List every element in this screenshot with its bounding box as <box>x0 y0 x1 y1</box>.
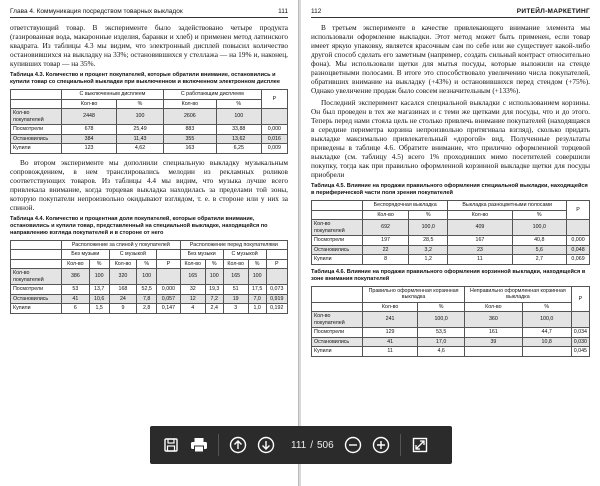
toolbar-divider <box>400 434 401 456</box>
table-row <box>312 347 590 357</box>
table-cell: 52,5 <box>137 285 157 295</box>
table-cell: 100 <box>89 269 109 285</box>
table-cell: 8 <box>363 255 409 265</box>
table-group-header: Беспорядочная выкладка <box>363 201 448 211</box>
table-cell: 1,2 <box>409 255 448 265</box>
table-cell: 100,0 <box>418 312 465 328</box>
table-cell: 9 <box>109 304 137 314</box>
table-cell: 2,4 <box>205 304 223 314</box>
viewer-toolbar <box>150 426 452 464</box>
table-row <box>11 144 288 154</box>
table-cell: 168 <box>109 285 137 295</box>
table-cell: 2,8 <box>137 304 157 314</box>
row-label: Купили <box>312 347 363 357</box>
zoom-in-button[interactable] <box>370 434 392 456</box>
table-subgroup-header: Без музыки <box>62 250 110 260</box>
table-cell: 355 <box>163 134 216 144</box>
table-cell: 0,000 <box>261 125 287 135</box>
left-running-head <box>10 0 288 18</box>
table-body <box>11 109 288 154</box>
table-cell: 11 <box>448 255 512 265</box>
chapter-title: Глава 4. Коммуникация посредством товарных выкладок <box>10 8 183 15</box>
table-cell <box>266 269 287 285</box>
table-row <box>312 236 590 246</box>
table-col-header: Кол-во <box>448 210 512 220</box>
table-group-header: С работающим дисплеем <box>163 90 261 100</box>
table-group-header: Правильно оформленная корзинная выкладка <box>363 286 465 302</box>
table-cell: 33,88 <box>216 125 261 135</box>
table-cell: 0,069 <box>567 255 590 265</box>
right-page-number: 112 <box>311 8 322 15</box>
table-cell: 0,034 <box>571 328 589 338</box>
table-cell: 17,0 <box>418 337 465 347</box>
table-cell <box>261 109 287 125</box>
table-cell: 678 <box>62 125 117 135</box>
table-cell <box>157 269 181 285</box>
table-cell: 2606 <box>163 109 216 125</box>
table-cell: 241 <box>363 312 418 328</box>
table-group-header: Выкладка разноцветными полосами <box>448 201 567 211</box>
table-row <box>11 134 288 144</box>
table-cell: 22 <box>363 245 409 255</box>
table-cell <box>465 347 523 357</box>
row-label: Остановились <box>11 294 62 304</box>
table-4-6-caption: Таблица 4.6. Влияние на продажи правильного оформления корзинной выкладки, находящейся в зоне внимания покупателей <box>311 268 586 282</box>
zoom-in-icon <box>372 436 390 454</box>
table-col-header: % <box>137 259 157 269</box>
table-subgroup-header: С музыкой <box>223 250 266 260</box>
table-subgroup-header: С музыкой <box>109 250 157 260</box>
table-body <box>312 220 590 265</box>
page-separator: / <box>310 439 313 451</box>
table-cell: 41 <box>363 337 418 347</box>
table-cell: 7,8 <box>137 294 157 304</box>
row-label: Остановились <box>312 245 363 255</box>
table-cell: 12 <box>180 294 205 304</box>
table-4-3-caption: Таблица 4.3. Количество и процент покупателей, которые обратили внимание, остановились и купили товар со специальной выкладки при выключенном и включенном электронном дисплее <box>10 72 280 85</box>
table-4-6 <box>311 286 590 357</box>
table-cell: 11 <box>363 347 418 357</box>
table-cell: 409 <box>448 220 512 236</box>
table-cell: 53,5 <box>418 328 465 338</box>
table-4-5 <box>311 200 590 265</box>
table-cell: 41 <box>62 294 90 304</box>
table-group-header: P <box>571 286 589 312</box>
middle-paragraph: Во втором эксперименте мы дополнили специальную выкладку музыкальным сопровождением, в нем транслировались мелодии из рекламных роликов соответствующих товаров. Из таблицы 4.4 мы видим, что музыка лучше всего привлекала внимание, когда торцевая выкладка находилась за пределами той зоны, которую покупатели непроизвольно окидывают взглядом, т. е. в стороне или у них за спиной. <box>10 157 288 212</box>
table-cell: 1,5 <box>89 304 109 314</box>
table-cell: 40,8 <box>512 236 567 246</box>
table-cell: 1,0 <box>248 304 266 314</box>
table-row <box>11 294 288 304</box>
table-cell: 165 <box>180 269 205 285</box>
table-row <box>11 109 288 125</box>
table-cell: 883 <box>163 125 216 135</box>
table-cell: 167 <box>448 236 512 246</box>
table-cell: 6 <box>62 304 90 314</box>
table-col-header: % <box>117 99 164 109</box>
table-col-header: Кол-во <box>363 302 418 312</box>
table-cell: 4 <box>180 304 205 314</box>
right-page <box>301 0 600 486</box>
table-cell: 39 <box>465 337 523 347</box>
row-label: Купили <box>11 304 62 314</box>
table-cell <box>522 347 571 357</box>
table-cell: 6,25 <box>216 144 261 154</box>
table-cell: 100 <box>137 269 157 285</box>
table-cell: 0,000 <box>567 236 590 246</box>
paragraph-1: В третьем эксперименте в качестве привлекающего внимание элемента мы использовали оформление выкладки. Этот метод может быть применен, если товар имеет яркую упаковку, является красочным сам по себе или же существует какой-либо другой способ сделать его заметным (например, создать сильный контраст относительно фона). Мы использовали щетки для мытья посуды, которые выложили на стенде разноцветными полосами. В итоге это способствовало увеличению числа покупателей, обративших внимание на выкладку (+43%) и остановившихся перед стендом (+75%). Однако увеличение продаж было совсем незначительным (+133%). <box>311 23 590 95</box>
row-label: Кол-во покупателей <box>312 312 363 328</box>
table-col-header: Кол-во <box>465 302 523 312</box>
table-cell: 0,009 <box>261 144 287 154</box>
table-col-header: Кол-во <box>62 259 90 269</box>
table-cell: 197 <box>363 236 409 246</box>
table-cell: 4,6 <box>418 347 465 357</box>
table-col-header: % <box>409 210 448 220</box>
table-cell: 5,6 <box>512 245 567 255</box>
table-cell: 25,49 <box>117 125 164 135</box>
row-label: Кол-во покупателей <box>11 109 62 125</box>
table-cell <box>567 220 590 236</box>
right-running-head <box>311 0 590 18</box>
table-col-header: P <box>266 259 287 269</box>
table-cell: 28,5 <box>409 236 448 246</box>
table-cell: 163 <box>163 144 216 154</box>
table-col-header: Кол-во <box>180 259 205 269</box>
table-cell: 3,2 <box>409 245 448 255</box>
table-cell: 3 <box>223 304 248 314</box>
table-col-header: % <box>216 99 261 109</box>
table-cell: 4,62 <box>117 144 164 154</box>
row-label: Купили <box>11 144 62 154</box>
table-cell: 165 <box>223 269 248 285</box>
table-cell: 100 <box>205 269 223 285</box>
table-row <box>11 269 288 285</box>
table-cell: 11,43 <box>117 134 164 144</box>
table-cell: 13,62 <box>216 134 261 144</box>
row-label: Кол-во покупателей <box>312 220 363 236</box>
table-4-4 <box>10 240 288 314</box>
table-group-header: P <box>567 201 590 220</box>
table-group-header: P <box>261 90 287 109</box>
table-cell: 100,0 <box>512 220 567 236</box>
book-title: РИТЕЙЛ-МАРКЕТИНГ <box>516 8 590 15</box>
row-label: Посмотрели <box>312 328 363 338</box>
table-cell: 0,016 <box>261 134 287 144</box>
table-group-header: С выключенным дисплеем <box>62 90 164 100</box>
table-cell: 0,073 <box>266 285 287 295</box>
table-cell: 23 <box>448 245 512 255</box>
previous-page-button[interactable] <box>227 434 249 456</box>
print-icon <box>190 437 208 453</box>
table-col-header: Кол-во <box>109 259 137 269</box>
row-label: Остановились <box>11 134 62 144</box>
table-cell: 17,5 <box>248 285 266 295</box>
fullscreen-button[interactable] <box>409 434 431 456</box>
table-body <box>312 312 590 357</box>
table-cell: 10,8 <box>522 337 571 347</box>
table-col-header: P <box>157 259 181 269</box>
current-page-number[interactable]: 111 <box>291 439 307 451</box>
table-group-header: Расположение перед покупателями <box>180 240 287 250</box>
row-label: Посмотрели <box>11 125 62 135</box>
arrow-up-icon <box>229 436 247 454</box>
table-cell: 0,147 <box>157 304 181 314</box>
table-cell: 19 <box>223 294 248 304</box>
zoom-out-button[interactable] <box>342 434 364 456</box>
table-cell <box>571 312 589 328</box>
next-page-button[interactable] <box>255 434 277 456</box>
table-col-header: % <box>418 302 465 312</box>
intro-paragraph: ответствующий товар. В эксперименте было задействовано четыре продукта (газированная вода, макаронные изделия, баранки и хлеб) и применен метод латинского квадрата. Из таблицы 4.3 мы видим, что электронный дисплей повысил количество остановившихся на выкладку на 33%; остановившихся у стеллажа — на 19% и, наконец, купивших товар — на 35%. <box>10 23 288 68</box>
row-label: Посмотрели <box>11 285 62 295</box>
table-cell: 0,057 <box>157 294 181 304</box>
save-button[interactable] <box>160 434 182 456</box>
table-col-header: % <box>248 259 266 269</box>
table-row <box>312 328 590 338</box>
table-cell: 2,7 <box>512 255 567 265</box>
table-cell: 2448 <box>62 109 117 125</box>
table-col-header: % <box>205 259 223 269</box>
arrow-down-icon <box>257 436 275 454</box>
table-cell: 0,000 <box>157 285 181 295</box>
table-cell: 53 <box>62 285 90 295</box>
table-cell: 123 <box>62 144 117 154</box>
table-cell: 360 <box>465 312 523 328</box>
table-cell: 384 <box>62 134 117 144</box>
table-col-header: % <box>89 259 109 269</box>
table-cell: 51 <box>223 285 248 295</box>
table-row <box>11 285 288 295</box>
print-button[interactable] <box>188 434 210 456</box>
row-label: Кол-во покупателей <box>11 269 62 285</box>
table-body <box>11 269 288 314</box>
table-cell: 100,0 <box>522 312 571 328</box>
table-cell: 100 <box>248 269 266 285</box>
table-cell: 100,0 <box>409 220 448 236</box>
table-cell: 44,7 <box>522 328 571 338</box>
table-col-header: % <box>522 302 571 312</box>
row-label: Купили <box>312 255 363 265</box>
table-cell: 0,045 <box>571 347 589 357</box>
table-cell: 10,6 <box>89 294 109 304</box>
table-row <box>312 337 590 347</box>
left-page <box>0 0 299 486</box>
table-cell: 100 <box>216 109 261 125</box>
table-col-header: Кол-во <box>62 99 117 109</box>
table-cell: 161 <box>465 328 523 338</box>
table-4-5-caption: Таблица 4.5. Влияние на продажи правильного оформления специальной выкладки, находящейся в периферической части поля зрения покупателей <box>311 183 588 196</box>
table-cell: 0,192 <box>266 304 287 314</box>
table-group-header: Расположение за спиной у покупателей <box>62 240 181 250</box>
fullscreen-icon <box>412 437 428 453</box>
page-indicator <box>291 440 334 451</box>
table-row <box>312 255 590 265</box>
save-icon <box>163 437 179 453</box>
toolbar-divider <box>218 434 219 456</box>
table-cell: 19,3 <box>205 285 223 295</box>
table-col-header: Кол-во <box>223 259 248 269</box>
row-label: Остановились <box>312 337 363 347</box>
table-cell: 129 <box>363 328 418 338</box>
table-cell: 0,048 <box>567 245 590 255</box>
table-cell: 32 <box>180 285 205 295</box>
table-group-header: Неправильно оформленная корзинная выкладка <box>465 286 572 302</box>
total-pages: 506 <box>316 439 334 451</box>
table-4-3 <box>10 89 288 154</box>
left-page-number: 111 <box>278 8 288 15</box>
table-col-header: Кол-во <box>363 210 409 220</box>
table-row <box>312 312 590 328</box>
table-row <box>312 220 590 236</box>
table-row <box>11 125 288 135</box>
table-cell: 0,919 <box>266 294 287 304</box>
table-cell: 692 <box>363 220 409 236</box>
table-row <box>312 245 590 255</box>
table-col-header: % <box>512 210 567 220</box>
table-cell: 0,030 <box>571 337 589 347</box>
table-cell: 320 <box>109 269 137 285</box>
table-cell: 386 <box>62 269 90 285</box>
table-cell: 13,7 <box>89 285 109 295</box>
table-row <box>11 304 288 314</box>
table-cell: 7,2 <box>205 294 223 304</box>
table-col-header: Кол-во <box>163 99 216 109</box>
table-cell: 100 <box>117 109 164 125</box>
row-label: Посмотрели <box>312 236 363 246</box>
table-4-4-caption: Таблица 4.4. Количество и процентная доля покупателей, которые обратили внимание, остановились и купили товар, представленный на специальной выкладке, находящейся по направлению взгляда покупателей и в стороне от него <box>10 215 268 236</box>
table-subgroup-header: Без музыки <box>180 250 223 260</box>
zoom-out-icon <box>344 436 362 454</box>
table-cell: 24 <box>109 294 137 304</box>
table-cell: 7,0 <box>248 294 266 304</box>
paragraph-2: Последний эксперимент касался специальной выкладки с использованием корзины. Он был проведен в тех же магазинах и с теми же щетками для посуды, что и до этого. Теперь перед нами стояла цель не столько привлечь внимание покупателей (находящаяся в середине периметра корзина непроизвольно притягивала взгляд), сколько придать выкладке максимально привлекательный «дорогой» вид. Полученные результаты приведены в таблице 4.6. Обратите внимание, что прилично оформленной торцевой выкладке (см. таблицу 4.5) всего 1% проходивших мимо посетителей совершили покупку, тогда как при правильно оформленной корзинной выкладке щетки для посуды приобрели <box>311 98 590 179</box>
